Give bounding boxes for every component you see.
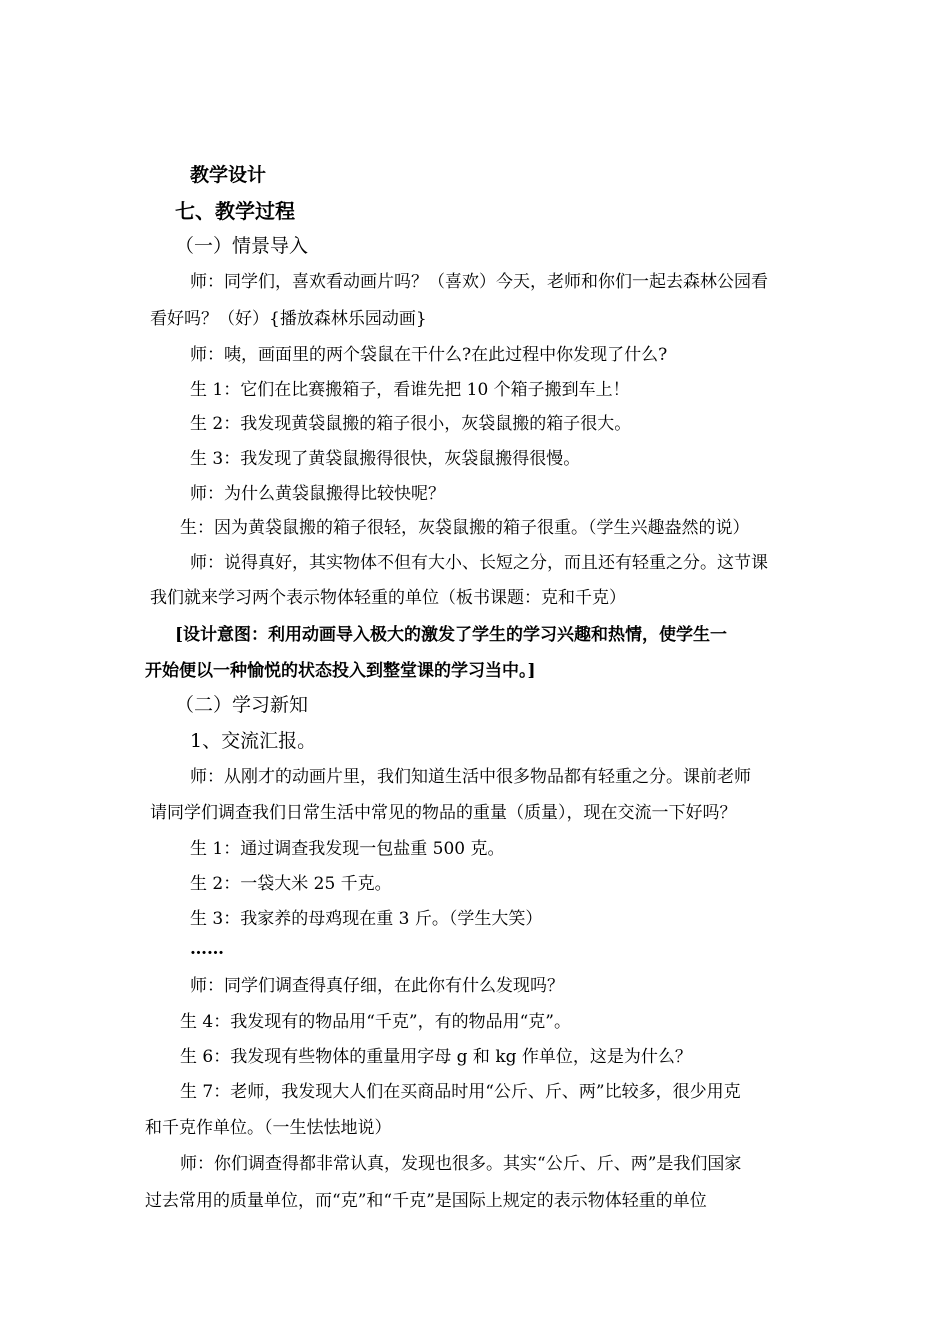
paragraph-line: 师：说得真好，其实物体不但有大小、长短之分，而且还有轻重之分。这节课	[190, 553, 768, 573]
section-heading: 七、教学过程	[175, 199, 295, 223]
paragraph-line: 师：同学们调查得真仔细，在此你有什么发现吗？	[190, 976, 564, 996]
paragraph-line: 看好吗？（好）{播放森林乐园动画}	[150, 309, 427, 329]
ellipsis-line: ……	[190, 939, 224, 959]
part2-subheading: 1、交流汇报。	[190, 730, 317, 752]
document-title: 教学设计	[190, 164, 267, 186]
paragraph-line: 我们就来学习两个表示物体轻重的单位（板书课题：克和千克）	[150, 588, 626, 608]
paragraph-line: 生 3：我发现了黄袋鼠搬得很快，灰袋鼠搬得很慢。	[190, 449, 581, 469]
paragraph-line: 生 1：通过调查我发现一包盐重 500 克。	[190, 839, 505, 859]
paragraph-line: 师：为什么黄袋鼠搬得比较快呢？	[190, 484, 445, 504]
paragraph-line: 生 2：一袋大米 25 千克。	[190, 874, 392, 894]
part1-heading: （一）情景导入	[175, 235, 309, 257]
design-intent: 开始便以一种愉悦的状态投入到整堂课的学习当中。]	[145, 661, 536, 681]
paragraph-line: 生 7：老师，我发现大人们在买商品时用“公斤、斤、两”比较多，很少用克	[180, 1082, 741, 1102]
paragraph-line: 过去常用的质量单位，而“克”和“千克”是国际上规定的表示物体轻重的单位	[145, 1191, 707, 1211]
paragraph-line: 生 4：我发现有的物品用“千克”，有的物品用“克”。	[180, 1012, 571, 1032]
paragraph-line: 生 3：我家养的母鸡现在重 3 斤。（学生大笑）	[190, 909, 543, 929]
paragraph-line: 生 2：我发现黄袋鼠搬的箱子很小，灰袋鼠搬的箱子很大。	[190, 414, 632, 434]
paragraph-line: 师：从刚才的动画片里，我们知道生活中很多物品都有轻重之分。课前老师	[190, 767, 751, 787]
design-intent: [设计意图：利用动画导入极大的激发了学生的学习兴趣和热情，使学生一	[175, 625, 728, 645]
paragraph-line: 师：你们调查得都非常认真，发现也很多。其实“公斤、斤、两”是我们国家	[180, 1154, 742, 1174]
paragraph-line: 师：咦，画面里的两个袋鼠在干什么?在此过程中你发现了什么?	[190, 345, 668, 365]
paragraph-line: 请同学们调查我们日常生活中常见的物品的重量（质量），现在交流一下好吗？	[150, 803, 737, 823]
paragraph-line: 师：同学们，喜欢看动画片吗？（喜欢）今天，老师和你们一起去森林公园看	[190, 272, 768, 292]
paragraph-line: 生 6：我发现有些物体的重量用字母 g 和 kg 作单位，这是为什么？	[180, 1047, 692, 1067]
paragraph-line: 和千克作单位。（一生怯怯地说）	[145, 1118, 392, 1138]
part2-heading: （二）学习新知	[175, 694, 309, 716]
paragraph-line: 生：因为黄袋鼠搬的箱子很轻，灰袋鼠搬的箱子很重。（学生兴趣盎然的说）	[180, 518, 750, 538]
paragraph-line: 生 1：它们在比赛搬箱子，看谁先把 10 个箱子搬到车上！	[190, 380, 630, 400]
